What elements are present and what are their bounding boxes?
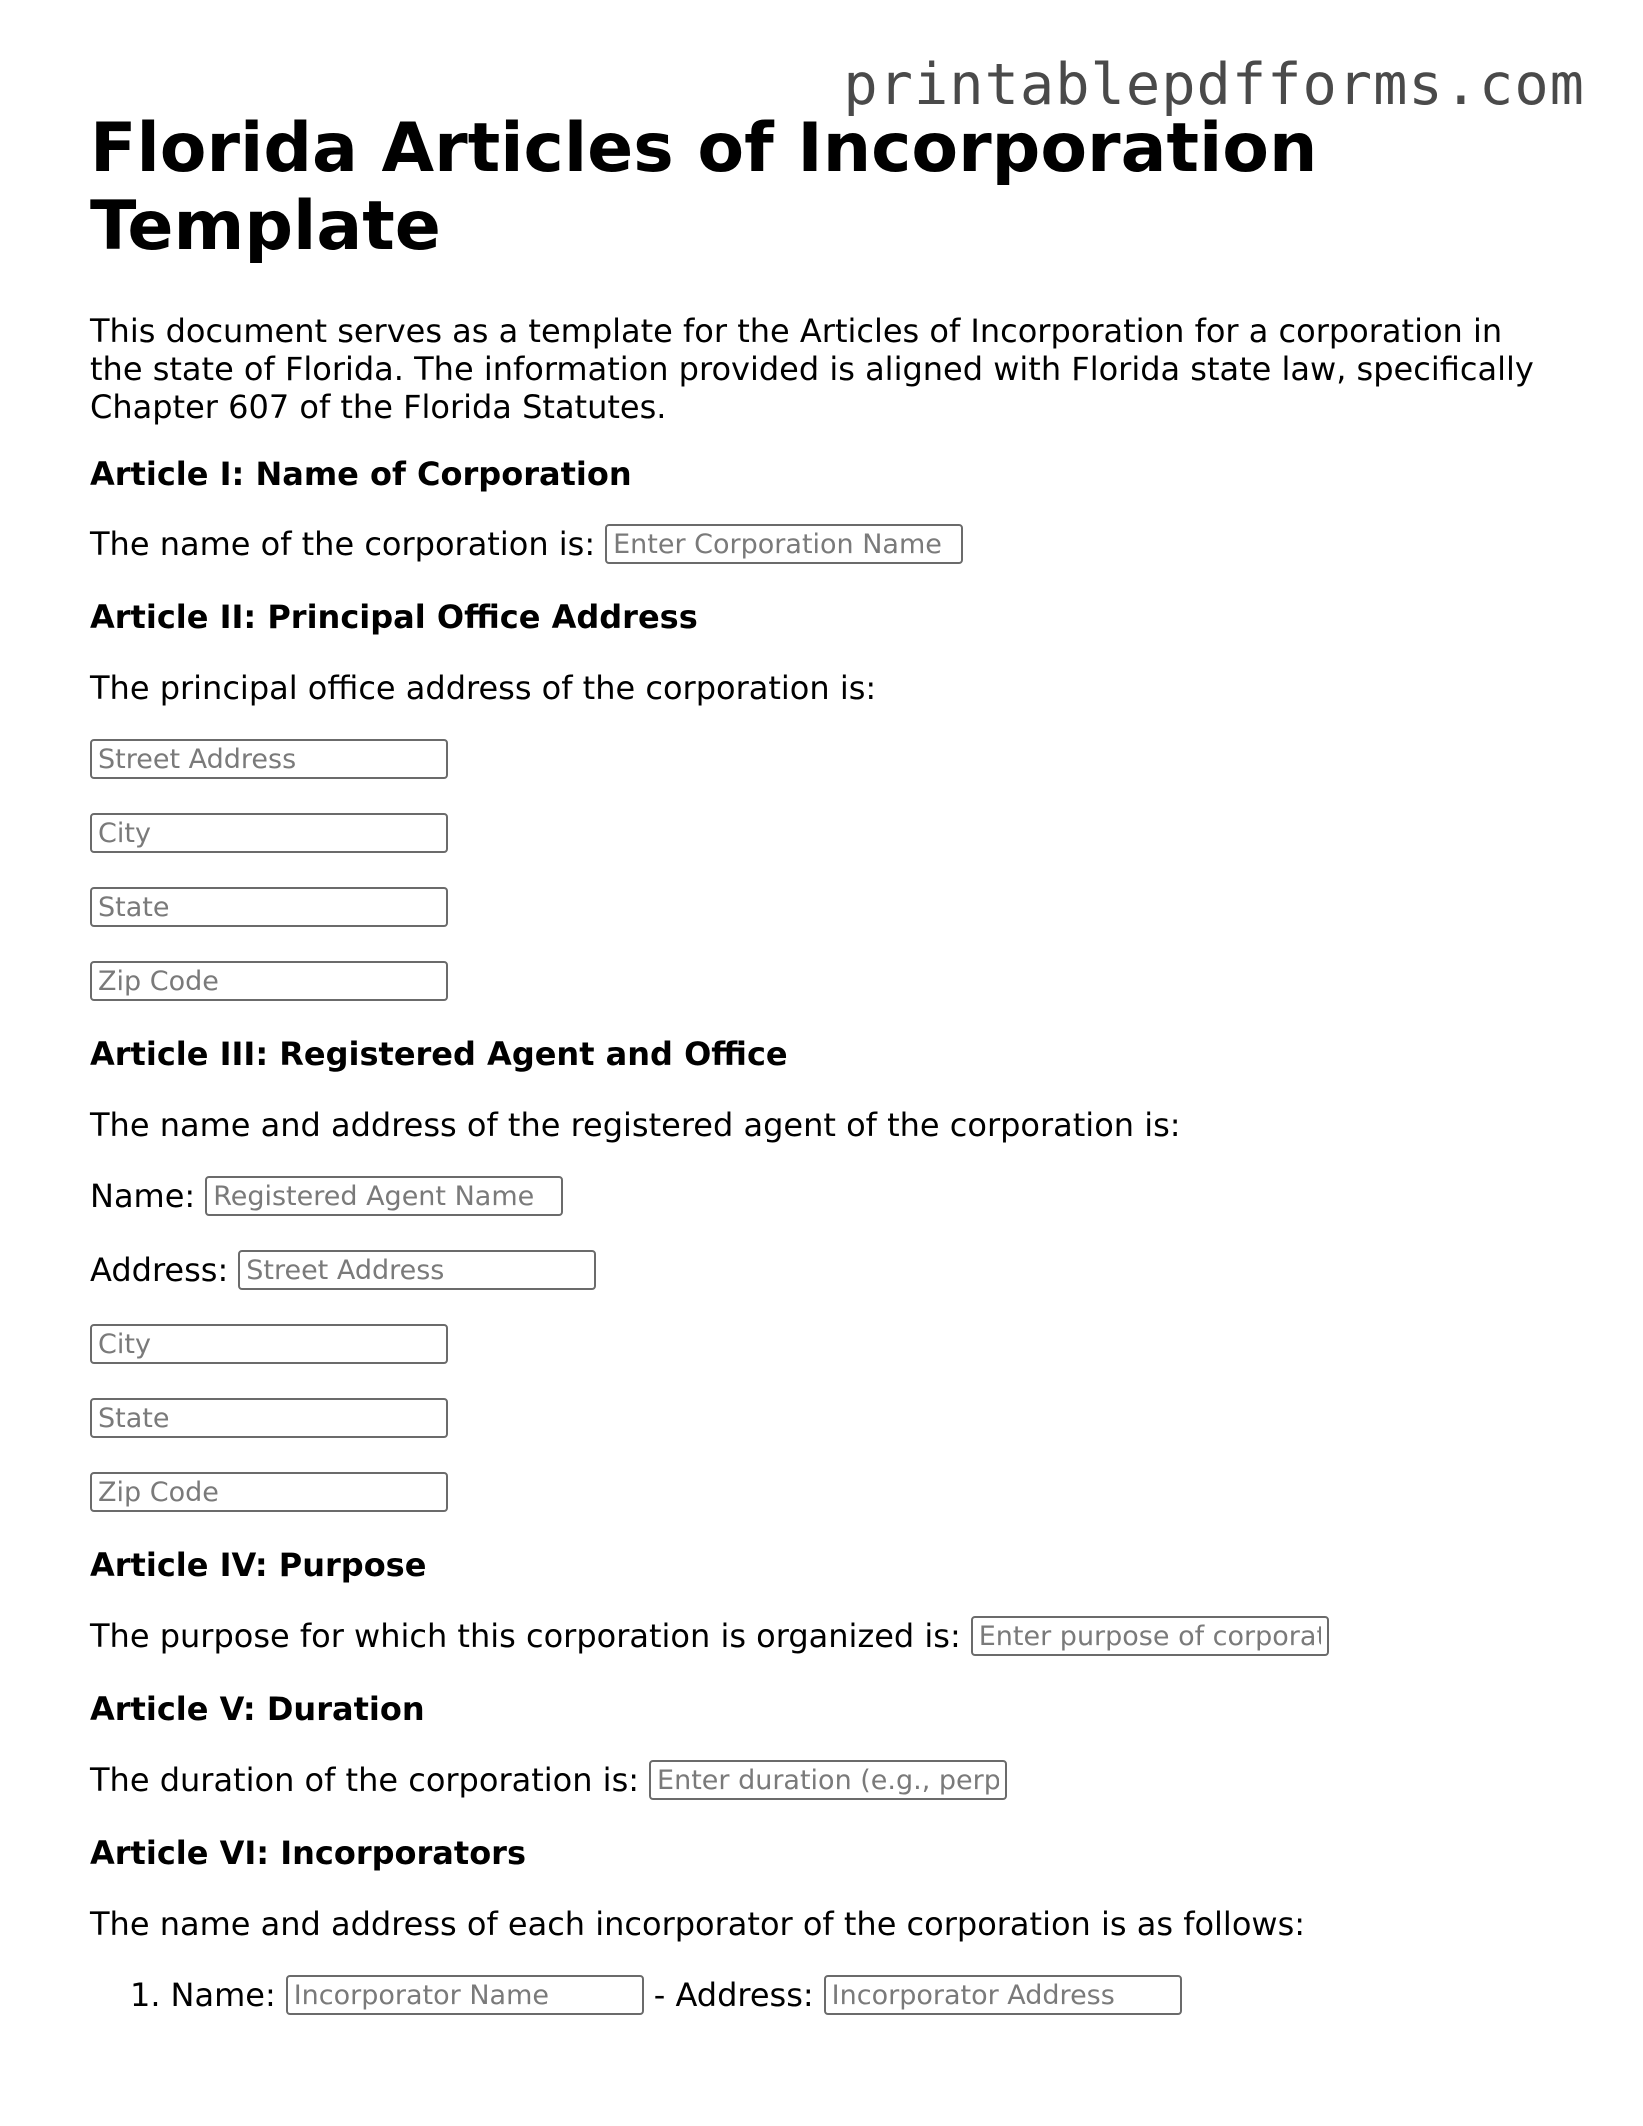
article-3-heading: Article III: Registered Agent and Office <box>90 1035 788 1073</box>
article-6-heading: Article VI: Incorporators <box>90 1834 526 1872</box>
article-2-text: The principal office address of the corporation is: <box>90 669 877 707</box>
principal-state-input[interactable] <box>90 887 448 927</box>
article-1-heading: Article I: Name of Corporation <box>90 455 632 493</box>
agent-name-input[interactable] <box>205 1176 563 1216</box>
article-4-heading: Article IV: Purpose <box>90 1546 427 1584</box>
duration-input[interactable] <box>649 1760 1007 1800</box>
incorporator-list-item <box>130 1975 1182 2015</box>
article-5-heading: Article V: Duration <box>90 1690 425 1728</box>
article-1-line <box>90 524 963 564</box>
article-6-text: The name and address of each incorporator of the corporation is as follows: <box>90 1905 1306 1943</box>
watermark: printablepdfforms.com <box>843 52 1585 118</box>
list-item-number: 1. <box>130 1976 161 2014</box>
article-5-line <box>90 1760 1007 1800</box>
incorporator-address-label: - Address: <box>653 1976 814 2014</box>
principal-city-input[interactable] <box>90 813 448 853</box>
agent-zip-input[interactable] <box>90 1472 448 1512</box>
corporation-name-input[interactable] <box>605 524 963 564</box>
agent-city-input[interactable] <box>90 1324 448 1364</box>
intro-paragraph: This document serves as a template for the Articles of Incorporation for a corporation in the state of Florida. The information provided is aligned with Florida state law, specifically Chapter 607 of the Florida Statutes. <box>90 312 1534 426</box>
purpose-label: The purpose for which this corporation is organized is: <box>90 1617 961 1655</box>
incorporator-address-input[interactable] <box>824 1975 1182 2015</box>
agent-name-line <box>90 1176 563 1216</box>
purpose-input[interactable] <box>971 1616 1329 1656</box>
agent-street-input[interactable] <box>238 1250 596 1290</box>
agent-address-line <box>90 1250 596 1290</box>
article-2-heading: Article II: Principal Office Address <box>90 598 698 636</box>
article-4-line <box>90 1616 1329 1656</box>
article-3-text: The name and address of the registered agent of the corporation is: <box>90 1106 1181 1144</box>
duration-label: The duration of the corporation is: <box>90 1761 640 1799</box>
corporation-name-label: The name of the corporation is: <box>90 525 596 563</box>
agent-address-label: Address: <box>90 1251 229 1289</box>
agent-state-input[interactable] <box>90 1398 448 1438</box>
incorporator-name-input[interactable] <box>286 1975 644 2015</box>
principal-street-input[interactable] <box>90 739 448 779</box>
incorporator-name-label: Name: <box>170 1976 276 2014</box>
page-title: Florida Articles of Incorporation Template <box>90 109 1318 266</box>
principal-zip-input[interactable] <box>90 961 448 1001</box>
agent-name-label: Name: <box>90 1177 196 1215</box>
